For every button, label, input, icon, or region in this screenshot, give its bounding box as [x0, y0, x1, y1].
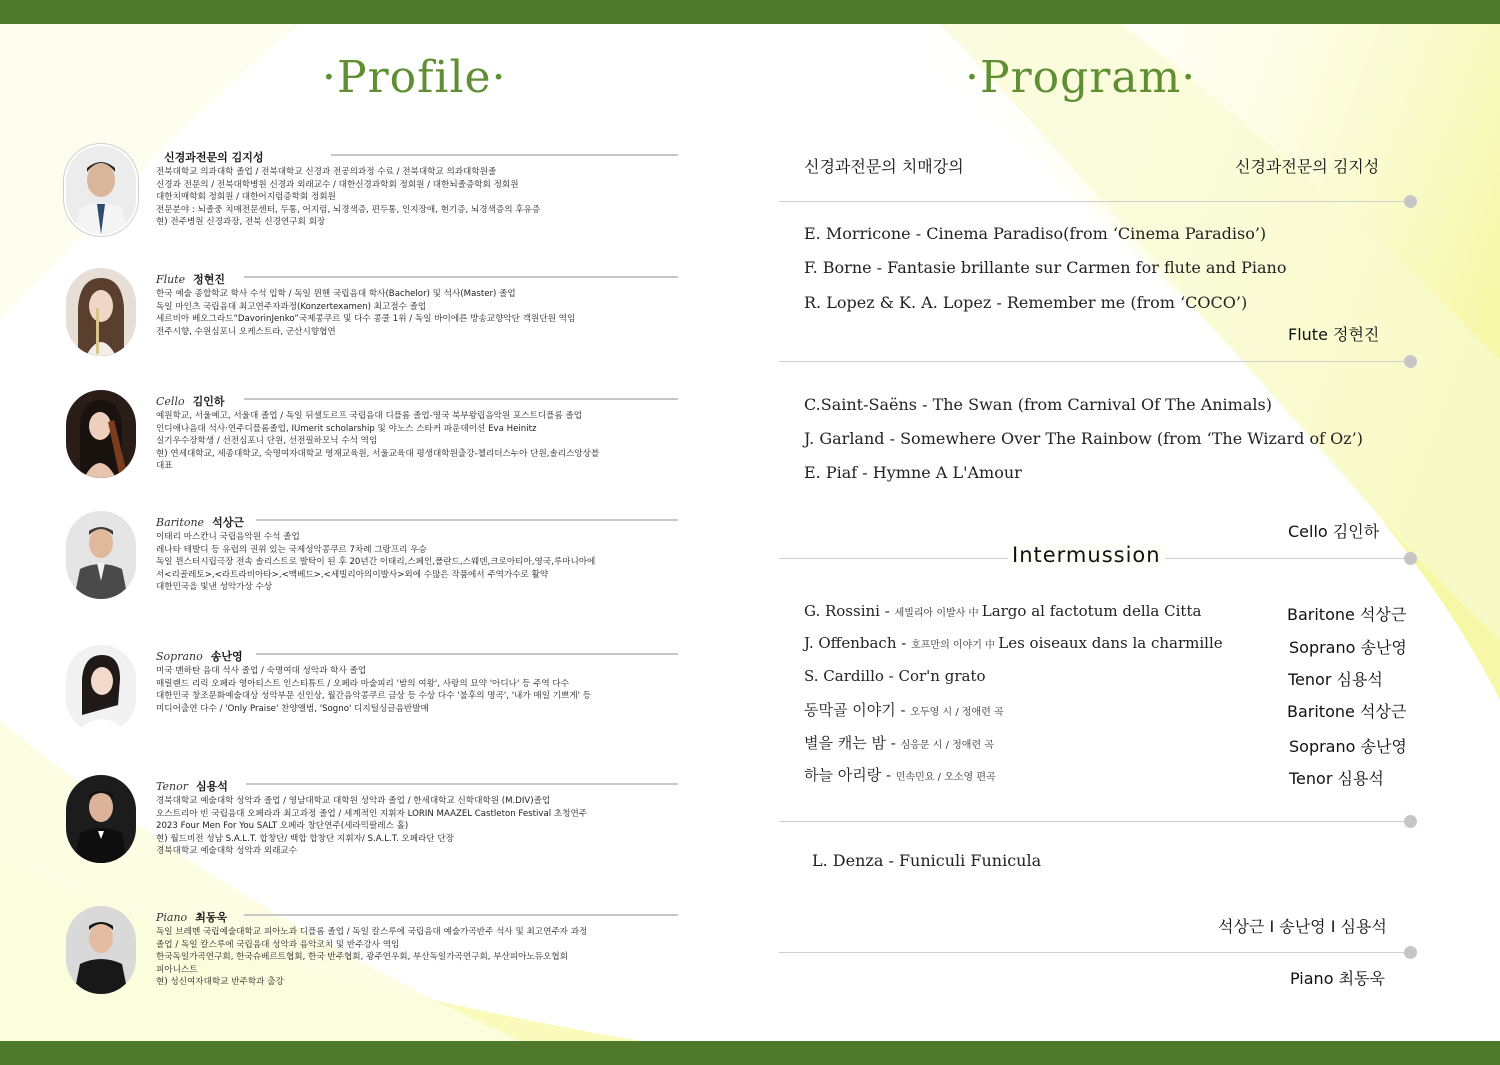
profile-description: 경북대학교 예술대학 성악과 졸업 / 영남대학교 대학원 성악과 졸업 / 한세대학교 신학대학원 (M.DIV)졸업 오스트리아 빈 국립음대 오페라과 최고과정 졸업 / 세계적인 지휘자 LORIN MAAZEL Castleton Festival 초청연주 2023 Four Men For You SALT 오페라 창단연주(세라믹팔레스 홀) 현) 월드비전 성남 S.A.L.T. 합창단/ 백합 합창단 지휘자/ S.A.L.T. 오페라단 단장 경북대학교 예술대학 성악과 외래교수: [156, 796, 588, 857]
profile-item-soprano: [66, 645, 678, 737]
profile-header: [156, 390, 678, 406]
profile-item-baritone: [66, 511, 678, 603]
flute-piece: E. Morricone - Cinema Paradiso(from ‘Cinema Paradiso’): [804, 224, 1267, 243]
profile-header: [156, 268, 678, 284]
profile-name: 최동욱: [195, 911, 228, 924]
profile-item-piano: [66, 906, 678, 998]
divider-line: [331, 154, 678, 156]
avatar-photo: [66, 645, 136, 733]
profile-instrument: Soprano: [156, 650, 203, 663]
profile-heading: ·Profile·: [322, 52, 507, 103]
piece-subtitle: 세빌리아 이발사 中: [894, 608, 982, 619]
profile-name: 김인하: [192, 395, 225, 408]
profile-name: 송난영: [210, 650, 243, 663]
piece-title: Les oiseaux dans la charmille: [998, 634, 1223, 652]
piece-title: 동막골 이야기 -: [804, 701, 911, 719]
divider-line: [246, 783, 678, 785]
profile-instrument: Baritone: [156, 516, 205, 529]
profile-instrument: Cello: [156, 395, 185, 408]
intermission-label: Intermussion: [1008, 543, 1165, 567]
divider-dot: [1404, 552, 1417, 565]
piece-subtitle: 민속민요 / 오소영 편곡: [895, 772, 996, 783]
vocal-performer: Tenor 심용석: [1289, 769, 1384, 788]
program-divider: [779, 952, 1409, 953]
piece-title: 하늘 아리랑 -: [804, 766, 896, 784]
cello-piece: C.Saint-Saëns - The Swan (from Carnival Of The Animals): [804, 395, 1272, 414]
flute-piece: F. Borne - Fantasie brillante sur Carmen for flute and Piano: [804, 258, 1287, 277]
profile-instrument: Piano: [156, 911, 188, 924]
divider-line: [244, 914, 678, 916]
program-heading: ·Program·: [965, 52, 1197, 103]
divider-line: [256, 519, 678, 521]
avatar-photo: [66, 390, 136, 478]
avatar-photo: [66, 146, 136, 234]
flute-performer: Flute 정현진: [1288, 325, 1380, 344]
avatar-photo: [66, 906, 136, 994]
profile-header: [156, 146, 678, 162]
piece-subtitle: 호프만의 이야기 中: [911, 640, 999, 651]
profile-item-tenor: [66, 775, 678, 867]
profile-description: 전북대학교 의과대학 졸업 / 전북대학교 신경과 전공의과정 수료 / 전북대학교 의과대학원졸 신경과 전문의 / 전북대학병원 신경과 외래교수 / 대한신경과학회 정회원 / 대한뇌졸증학회 정회원 대한치매학회 정회원 / 대한어지럼증학회 정회원 전문분야 : 뇌졸중 치매전문센터, 두통, 어지럼, 뇌경색증, 편두통, 인지장애, 현기증, 뇌경색증의 후유증 현) 전주병원 신경과장, 전북 신경연구회 회장: [156, 167, 541, 228]
divider-dot: [1404, 355, 1417, 368]
vocal-piece-rossini: [804, 602, 1201, 620]
avatar-photo: [66, 268, 136, 356]
divider-line: [244, 398, 678, 400]
divider-line: [256, 653, 678, 655]
piece-title: Largo al factotum della Citta: [981, 602, 1202, 620]
lecture-speaker: 신경과전문의 김지성: [1235, 157, 1380, 176]
program-divider: [779, 201, 1409, 202]
divider-dot: [1404, 815, 1417, 828]
profile-name: 석상근: [212, 516, 244, 529]
profile-description: 독일 브레멘 국립예술대학교 피아노과 디플롬 졸업 / 독일 칼스루에 국립음대 예술가곡반주 석사 및 최고연주자 과정 졸업 / 독일 칼스루에 국립음대 성악과 음악코치 및 반주강사 역임 한국독일가곡연구회, 한국슈베르트협회, 한국 반주협회, 광주연우회, 부산독일가곡연구회, 부산피아노듀오협회 피아니스트 현) 성신여자대학교 반주학과 출강: [156, 927, 588, 988]
lecture-title: 신경과전문의 치매강의: [804, 157, 964, 176]
top-band: [0, 0, 1500, 24]
profile-description: 이태리 마스칸니 국립음악원 수석 졸업 레나타 테발디 등 유럽의 권위 있는 국제성악콩쿠르 7차례 그랑프리 우승 독일 뮌스터시립극장 전속 솔리스트로 발탁이 된 후 20년간 이태리,스페인,폴란드,스웨덴,크로아티아,영국,루마니아에 서<리골레토>,<라트라비아타>,<맥베드>,<세빌리아의이발사>외에 수많은 작품에서 주역가수로 활약 대한민국을 빛낸 성악가상 수상: [156, 532, 596, 593]
program-divider: [779, 821, 1409, 822]
cello-piece: J. Garland - Somewhere Over The Rainbow (from ‘The Wizard of Oz’): [804, 429, 1363, 448]
profile-item-flute: [66, 268, 678, 360]
profile-item-cello: [66, 390, 678, 482]
profile-description: 미국 맨하탄 음대 석사 졸업 / 숙명여대 성악과 학사 졸업 매릴랜드 리릭 오페라 영아티스트 인스티튜트 / 오페라 마술피리 '밤의 여왕', 사랑의 묘약 '아디나' 등 주역 다수 대한민국 창조문화예술대상 성악부문 신인상, 월간음악콩쿠르 금상 등 수상 다수 '불후의 명곡', '내가 매일 기쁘게' 등 미디어출연 다수 / 'Only Praise' 찬양앨범, 'Sogno' 디지털싱글음반발매: [156, 666, 592, 714]
vocal-performer: Soprano 송난영: [1289, 737, 1407, 756]
profile-name: 신경과전문의 김지성: [164, 151, 264, 164]
vocal-performer: Tenor 심용석: [1288, 670, 1383, 689]
piano-performer: Piano 최동욱: [1290, 969, 1385, 988]
profile-name: 심용석: [195, 780, 228, 793]
profile-header: [156, 775, 678, 791]
vocal-piece-arirang: [804, 764, 996, 785]
profile-description: 예원학교, 서울예고, 서울대 졸업 / 독일 뒤셀도르프 국립음대 디플롬 졸업-영국 북부왕립음악원 포스트디플롬 졸업 인디애나음대 석사·연주디플롬졸업, IUmerit scholarship 및 야노스 스타커 파운데이션 Eva Heinitz 실기우수장학생 / 선전심포니 단원, 선전필하모닉 수석 역임 현) 연세대학교, 세종대학교, 숙명여자대학교 영재교육원, 서울교육대 평생대학원출강-첼리더스누아 단원,솔리스앙상블 대표: [156, 411, 600, 472]
piece-subtitle: 오두영 시 / 정애련 곡: [910, 707, 1004, 718]
profile-name: 정현진: [193, 273, 226, 286]
vocal-performer: Soprano 송난영: [1289, 638, 1407, 657]
profile-instrument: Flute: [156, 273, 186, 286]
bottom-band: [0, 1041, 1500, 1065]
piece-composer: G. Rossini -: [804, 602, 895, 620]
avatar-photo: [66, 775, 136, 863]
vocal-piece-byeol: [804, 732, 994, 753]
piece-title: 별을 캐는 밤 -: [804, 734, 901, 752]
avatar-photo: [66, 511, 136, 599]
profile-instrument: Tenor: [156, 780, 188, 793]
divider-dot: [1404, 195, 1417, 208]
cello-piece: E. Piaf - Hymne A L'Amour: [804, 463, 1022, 482]
divider-line: [244, 276, 678, 278]
vocal-performer: Baritone 석상근: [1287, 605, 1407, 624]
cello-performer: Cello 김인하: [1288, 522, 1380, 541]
profile-header: [156, 645, 678, 661]
vocal-performer: Baritone 석상근: [1287, 702, 1407, 721]
flute-piece: R. Lopez & K. A. Lopez - Remember me (from ‘COCO’): [804, 293, 1248, 312]
piece-subtitle: 심응문 시 / 정애련 곡: [900, 740, 994, 751]
piece-composer: J. Offenbach -: [804, 634, 912, 652]
vocal-piece-offenbach: [804, 634, 1223, 652]
finale-performers: 석상근 I 송난영 I 심용석: [1218, 917, 1387, 936]
divider-dot: [1404, 946, 1417, 959]
finale-piece: L. Denza - Funiculi Funicula: [812, 851, 1042, 870]
profile-item-kim: [66, 146, 678, 238]
vocal-piece-cardillo: S. Cardillo - Cor'n grato: [804, 667, 986, 685]
profile-description: 한국 예술 종합학교 학사 수석 입학 / 독일 뮌헨 국립음대 학사(Bachelor) 및 석사(Master) 졸업 독일 마인츠 국립음대 최고연주자과정(Konzertexamen) 최고점수 졸업 세르비아 베오그라드“DavorinJenko”국제콩쿠르 및 다수 콩쿨 1위 / 독일 바이에른 방송교향악단 객원단원 역임 전주시향, 수원심포니 오케스트라, 군산시향협연: [156, 289, 576, 337]
profile-header: [156, 511, 678, 527]
vocal-piece-dongmakgol: [804, 699, 1004, 720]
program-divider: [779, 361, 1409, 362]
profile-header: [156, 906, 678, 922]
